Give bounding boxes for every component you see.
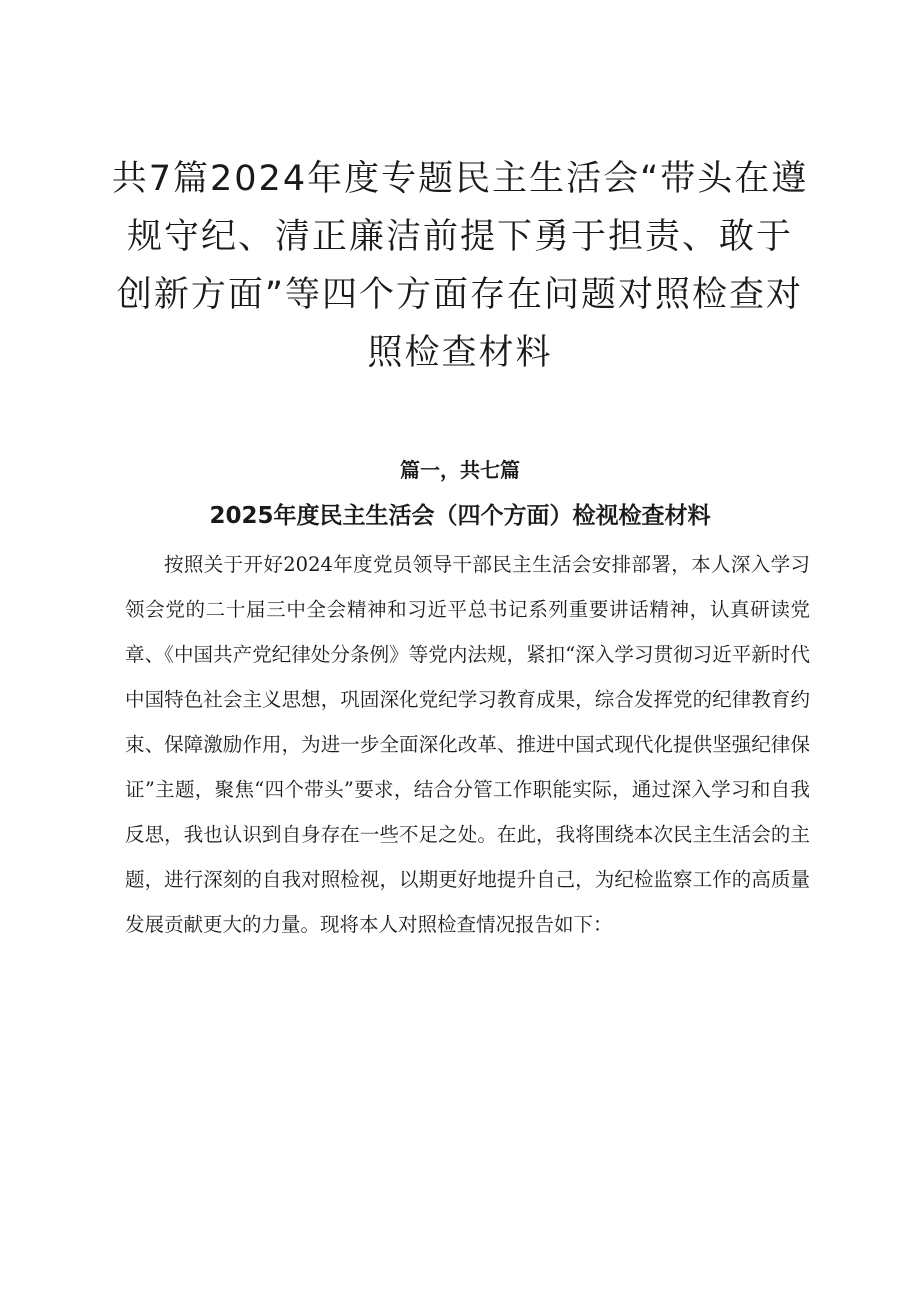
section-label: 篇一，共七篇 [400, 458, 520, 482]
document-title: 共7篇2024年度专题民主生活会“带头在遵规守纪、清正廉洁前提下勇于担责、敢于创新方面”等四个方面存在问题对照检查对照检查材料 [111, 159, 809, 373]
body-paragraph: 按照关于开好2024年度党员领导干部民主生活会安排部署，本人深入学习领会党的二十届三中全会精神和习近平总书记系列重要讲话精神，认真研读党章、《中国共产党纪律处分条例》等党内法规，紧扣“深入学习贯彻习近平新时代中国特色社会主义思想，巩固深化党纪学习教育成果，综合发挥党的纪律教育约束、保障激励作用，为进一步全面深化改革、推进中国式现代化提供坚强纪律保证”主题，聚焦“四个带头”要求，结合分管工作职能实际，通过深入学习和自我反思，我也认识到自身存在一些不足之处。在此，我将围绕本次民主生活会的主题，进行深刻的自我对照检视，以期更好地提升自己，为纪检监察工作的高质量发展贡献更大的力量。现将本人对照检查情况报告如下： [125, 553, 810, 936]
section-title: 2025年度民主生活会（四个方面）检视检查材料 [209, 503, 711, 529]
